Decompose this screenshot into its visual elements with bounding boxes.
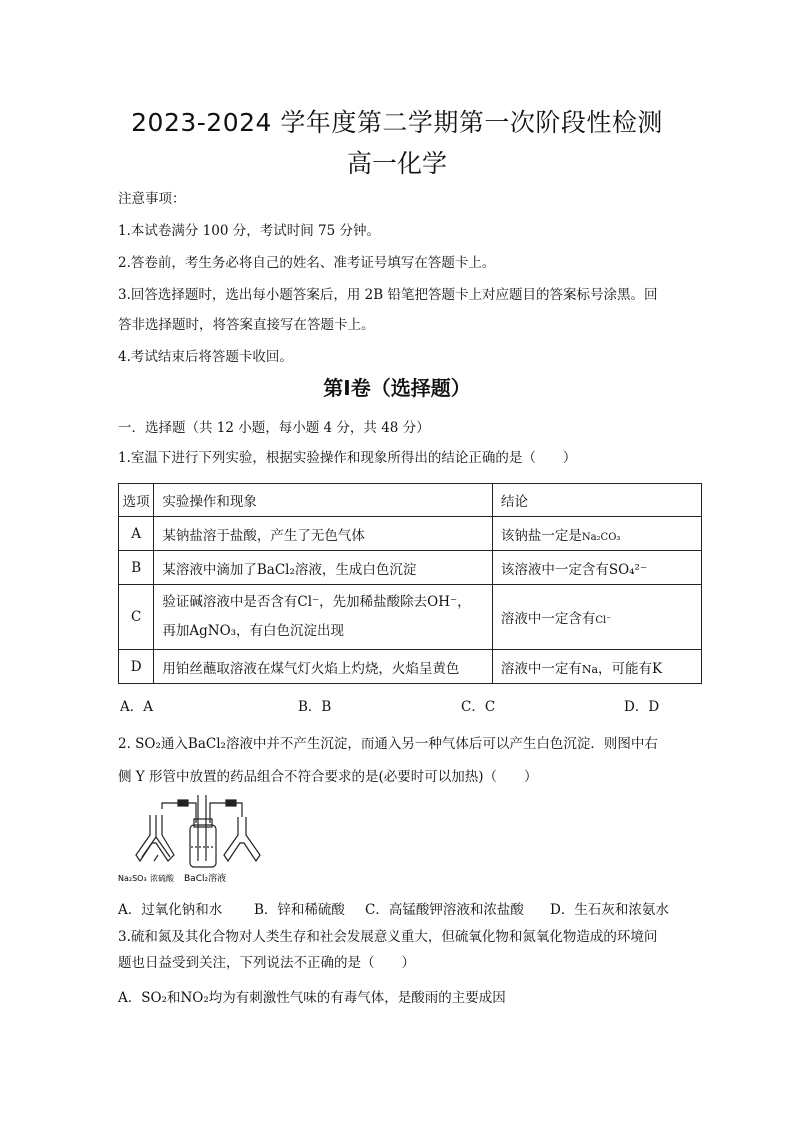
figure-label-bacl2: BaCl₂溶液 [184,874,227,884]
clip-right [226,800,236,806]
question-3-stem-line1: 3.硫和氮及其化合物对人类生存和社会发展意义重大，但硫氧化物和氮氧化物造成的环境问 [118,929,658,945]
option-cell: C [119,585,154,650]
formula: Na [581,662,599,676]
formula: Cl⁻ [595,615,612,626]
bottle-neck [194,819,212,827]
exam-title: 2023-2024 学年度第二学期第一次阶段性检测 [131,108,663,137]
formula: BaCl₂ [256,561,295,578]
question-2-stem-line2: 侧 Y 形管中放置的药品组合不符合要求的是(必要时可以加热)（ ） [118,769,538,785]
figure-label-acid: 浓硫酸 [150,874,174,883]
option-c: C．C [461,699,496,715]
note-item: 1.本试卷满分 100 分，考试时间 75 分钟。 [118,223,380,239]
note-item: 答非选择题时，将答案直接写在答题卡上。 [118,317,375,333]
option-d: D．D [624,699,660,715]
option-cell: D [119,650,154,684]
conclusion-cell: 该钠盐一定是Na₂CO₃ [492,517,701,551]
formula: Cl⁻ [297,594,320,610]
formula: SO₄²⁻ [608,561,648,578]
question-1-table [118,483,702,684]
formula: K [652,660,663,677]
notes-heading: 注意事项： [118,191,186,207]
exam-subtitle: 高一化学 [346,149,447,178]
q2-option-d: D．生石灰和浓氨水 [550,902,669,918]
q2-option-b: B．锌和稀硫酸 [254,902,345,918]
note-item: 4.考试结束后将答题卡收回。 [118,349,293,365]
right-y-outline [224,817,260,861]
center-bottle [190,825,216,867]
table-row [119,551,702,585]
formula: NO₂ [180,990,209,1006]
operation-cell: 用铂丝蘸取溶液在煤气灯火焰上灼烧，火焰呈黄色 [154,650,492,684]
note-item: 3.回答选择题时，选出每小题答案后，用 2B 铅笔把答题卡上对应题目的答案标号涂黑。回 [118,287,658,303]
table-row [119,517,702,551]
part-heading: 一．选择题（共 12 小题，每小题 4 分，共 48 分） [118,420,430,436]
formula: OH⁻ [427,594,458,610]
clip-left [178,800,188,806]
question-2-stem-line1: 2. SO₂通入BaCl₂溶液中并不产生沉淀，而通入另一种气体后可以产生白色沉淀．则图中右 [118,736,658,752]
option-cell: A [119,517,154,551]
apparatus-figure [118,795,288,885]
section-title: 第Ⅰ卷（选择题） [323,376,471,400]
question-1-stem: 1.室温下进行下列实验，根据实验操作和现象所得出的结论正确的是（ ） [118,450,577,466]
note-item: 2.答卷前，考生务必将自己的姓名、准考证号填写在答题卡上。 [118,255,496,271]
operation-cell: 某溶液中滴加了BaCl₂溶液，生成白色沉淀 [154,551,492,585]
q2-option-a: A．过氧化钠和水 [118,902,223,918]
header-cell: 实验操作和现象 [154,484,492,517]
figure-label-na2so3: Na₂SO₃ [118,874,147,883]
formula: SO₂ [141,990,167,1006]
flask-neck [154,855,158,861]
operation-cell: 验证碱溶液中是否含有Cl⁻，先加稀盐酸除去OH⁻， 再加AgNO₃，有白色沉淀出现 [154,585,492,650]
formula: AgNO₃ [189,623,237,639]
formula: SO₂ [135,736,161,752]
q2-option-c: C．高锰酸钾溶液和浓盐酸 [365,902,524,918]
formula: BaCl₂ [187,736,226,752]
conclusion-cell: 该溶液中一定含有SO₄²⁻ [492,551,701,585]
formula: Na₂CO₃ [581,531,621,543]
operation-cell: 某钠盐溶于盐酸，产生了无色气体 [154,517,492,551]
header-cell: 结论 [492,484,701,517]
header-cell: 选项 [119,484,154,517]
question-3-option-a: A．SO₂和NO₂均为有刺激性气味的有毒气体，是酸雨的主要成因 [118,990,506,1006]
option-cell: B [119,551,154,585]
table-row [119,650,702,684]
conclusion-cell: 溶液中一定有Na，可能有K [492,650,701,684]
table-header-row [119,484,702,517]
conclusion-cell: 溶液中一定含有Cl⁻ [492,585,701,650]
option-b: B．B [298,699,332,715]
question-3-stem-line2: 题也日益受到关注，下列说法不正确的是（ ） [118,955,415,971]
table-row [119,585,702,650]
option-a: A．A [120,699,153,715]
